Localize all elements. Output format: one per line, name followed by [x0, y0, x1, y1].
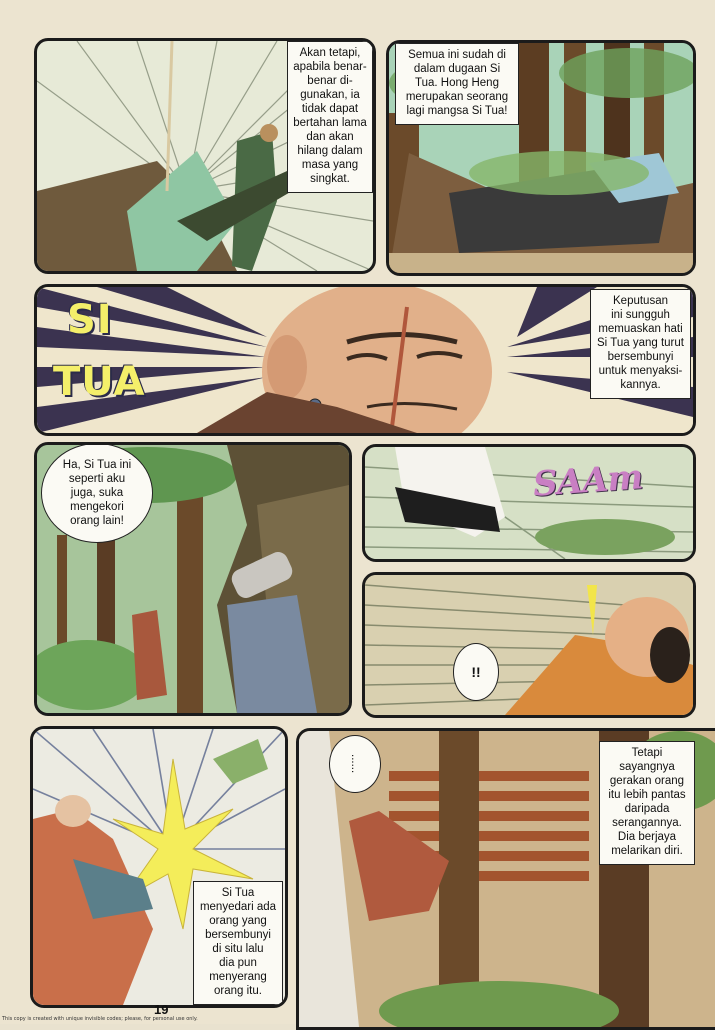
panel-8-caption: Tetapi sayangnya gerakan orang itu lebih pantas daripada serangannya. Dia berjaya melarikan diri. [599, 741, 695, 865]
panel-3 [34, 284, 696, 436]
panel-1 [34, 38, 376, 274]
saam-sfx: SAAm [531, 457, 644, 505]
panel-8 [296, 728, 715, 1030]
panel-5 [362, 444, 696, 562]
footer-note: This copy is created with unique invisible codes; please, for personal use only. [2, 1016, 198, 1022]
panel-7 [30, 726, 288, 1008]
panel-6-art [365, 575, 693, 715]
panel-2 [386, 40, 696, 276]
panel-4 [34, 442, 352, 716]
panel-1-caption: Akan tetapi, apabila benar- benar di- gunakan, ia tidak dapat bertahan lama dan akan hilang dalam masa yang singkat. [287, 41, 373, 193]
panel-2-caption: Semua ini sudah di dalam dugaan Si Tua. Hong Heng merupakan seorang lagi mangsa Si Tua! [395, 43, 519, 125]
panel-5-art [365, 447, 693, 559]
panel-3-caption: Keputusan ini sungguh memuaskan hati Si Tua yang turut bersembunyi untuk menyaksi- kannya. [590, 289, 691, 399]
panel-4-balloon: Ha, Si Tua ini seperti aku juga, suka mengekori orang lain! [41, 443, 153, 543]
situa-sfx-line-1: SI [67, 297, 113, 343]
panel-8-balloon: ...... [329, 735, 381, 793]
panel-6-balloon: !! [453, 643, 499, 701]
situa-sfx-line-2: TUA [53, 359, 146, 405]
panel-7-caption: Si Tua menyedari ada orang yang bersembunyi di situ lalu dia pun menyerang orang itu. [193, 881, 283, 1005]
panel-6 [362, 572, 696, 718]
page-number: 19 [154, 1002, 169, 1017]
